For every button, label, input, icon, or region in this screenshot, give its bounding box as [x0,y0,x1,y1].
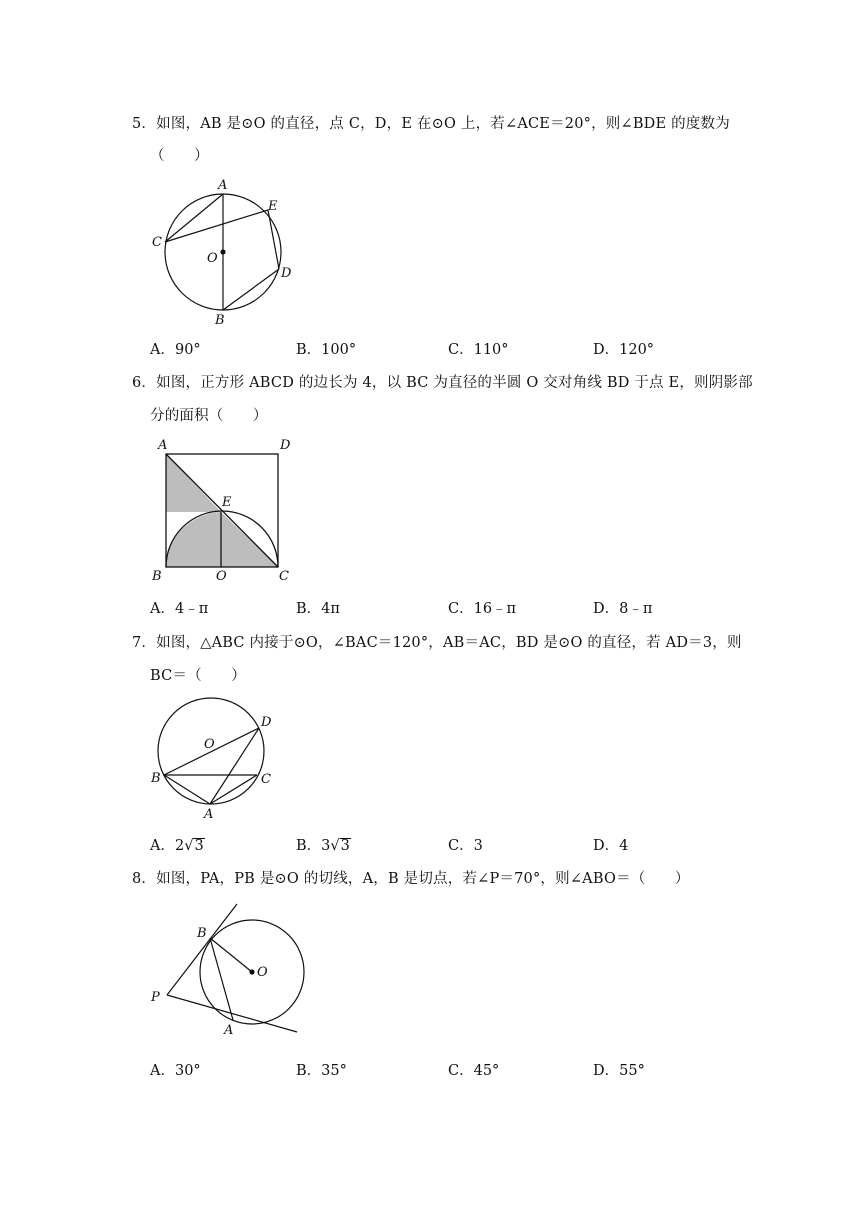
q5-label-a: A [218,178,228,193]
q5-label-o: O [207,251,218,266]
q5-option-d[interactable]: D．120° [593,342,655,358]
q5-chord-db [223,269,279,310]
q7-option-b[interactable] [296,834,351,855]
q7-text-line-2: BC＝（ ） [150,668,246,684]
q8-label-o: O [257,965,268,980]
q6-label-a: A [158,438,168,453]
q8-option-c[interactable]: C．45° [448,1063,500,1079]
q5-label-b: B [215,313,225,328]
q5-option-c[interactable]: C．110° [448,342,509,358]
q5-figure [140,172,310,332]
q7-option-a-prefix: A．2 [150,838,185,854]
q7-option-d[interactable]: D．4 [593,838,629,854]
q7-option-a-radicand: 3 [194,838,204,854]
q7-chord-ba [164,775,210,804]
q8-option-b[interactable]: B．35° [296,1063,347,1079]
q6-option-a[interactable]: A．4﹣π [150,601,209,617]
q6-text-line-1: 6．如图，正方形 ABCD 的边长为 4，以 BC 为直径的半圆 O 交对角线 BD 于点 E，则阴影部 [132,375,753,391]
q6-option-b[interactable]: B．4π [296,601,340,617]
q7-figure [140,694,290,824]
q6-label-d: D [280,438,291,453]
q5-label-e: E [268,199,278,214]
q7-option-a[interactable] [150,834,205,855]
q7-label-a: A [204,807,214,822]
q7-option-b-radicand: 3 [340,838,350,854]
q6-label-e: E [222,495,232,510]
q8-label-b: B [197,926,207,941]
q7-label-c: C [261,772,271,787]
q6-option-c[interactable]: C．16﹣π [448,601,517,617]
q7-text-line-1: 7．如图，△ABC 内接于⊙O，∠BAC＝120°，AB＝AC，BD 是⊙O 的直径，若 AD＝3，则 [132,635,742,651]
q6-shaded-left [166,454,221,567]
q6-text-line-2: 分的面积（ ） [150,408,268,424]
q7-option-b-prefix: B．3 [296,838,331,854]
q5-text-line-2: （ ） [150,148,209,164]
q8-radius-ob [210,938,252,972]
q5-label-d: D [281,266,292,281]
q5-center-dot [220,249,225,254]
q6-label-b: B [152,569,162,584]
q7-chord-ac [210,775,257,804]
q8-figure [145,900,315,1045]
q8-tangent-pb [167,904,237,995]
q5-chord-ed [268,210,279,269]
q8-label-p: P [151,990,160,1005]
q7-label-o: O [204,737,215,752]
q8-option-d[interactable]: D．55° [593,1063,645,1079]
q6-label-o: O [216,569,227,584]
q8-option-a[interactable]: A．30° [150,1063,201,1079]
q7-option-c[interactable]: C．3 [448,838,483,854]
q7-option-a-sqrt: √3 [184,838,204,854]
q7-option-b-sqrt: √3 [330,838,350,854]
q8-text-line-1: 8．如图，PA，PB 是⊙O 的切线，A，B 是切点，若∠P＝70°，则∠ABO＝（ ） [132,871,690,887]
q6-figure [150,434,300,584]
q5-text-line-1: 5．如图，AB 是⊙O 的直径，点 C，D，E 在⊙O 上，若∠ACE＝20°，则∠BDE 的度数为 [132,116,730,132]
q6-option-d[interactable]: D．8﹣π [593,601,653,617]
q6-label-c: C [279,569,289,584]
q5-option-a[interactable]: A．90° [150,342,201,358]
q8-center-dot [249,969,254,974]
q7-chord-ad [210,728,259,804]
q8-label-a: A [224,1023,234,1038]
q7-label-d: D [261,715,272,730]
q5-chord-ce [165,210,268,242]
q5-label-c: C [152,235,162,250]
q7-label-b: B [151,771,161,786]
q5-option-b[interactable]: B．100° [296,342,357,358]
